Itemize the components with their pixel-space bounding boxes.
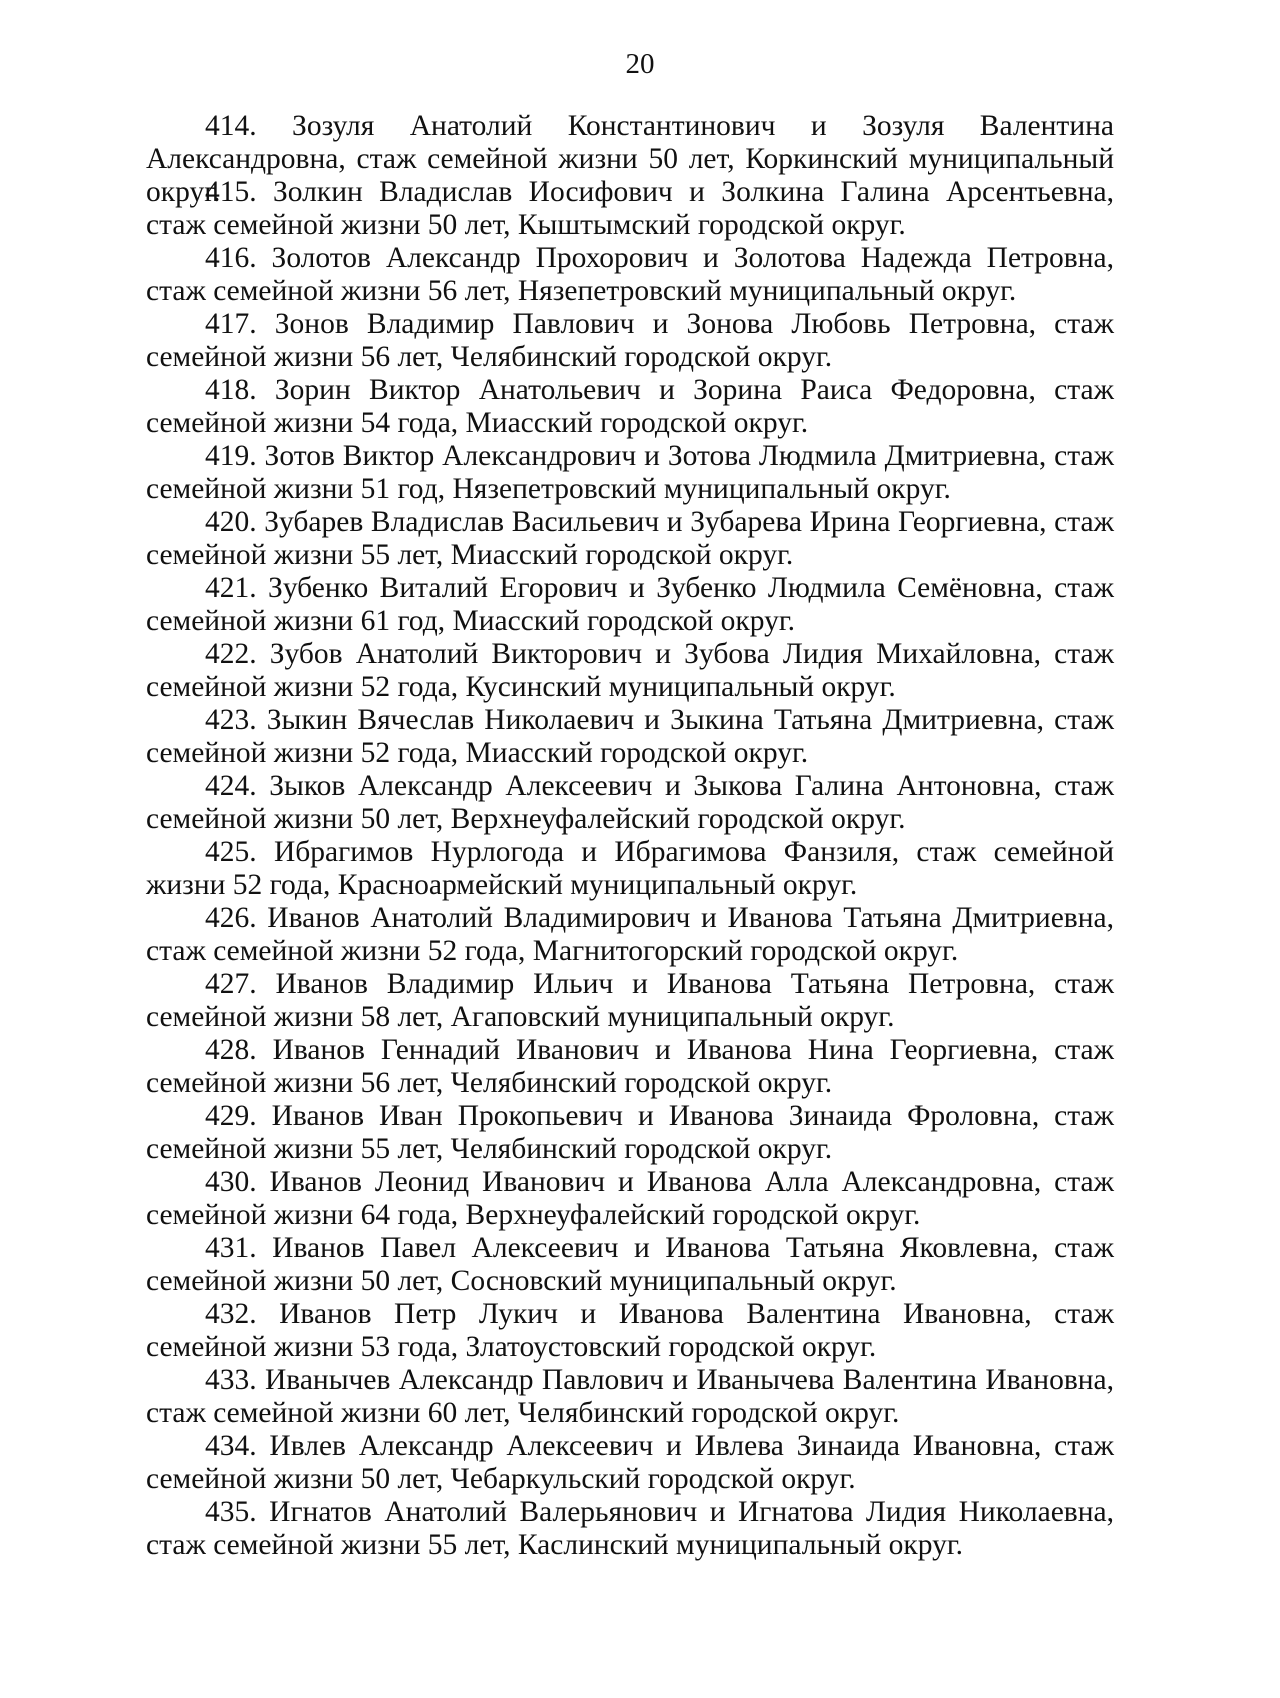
list-item: 423. Зыкин Вячеслав Николаевич и Зыкина Татьяна Дмитриевна, стаж семейной жизни 52 года, Миасский городской округ. — [146, 704, 1114, 769]
list-item: 431. Иванов Павел Алексеевич и Иванова Татьяна Яковлевна, стаж семейной жизни 50 лет, Сосновский муниципальный округ. — [146, 1232, 1114, 1297]
list-item: 433. Иванычев Александр Павлович и Иванычева Валентина Ивановна, стаж семейной жизни 60 лет, Челябинский городской округ. — [146, 1364, 1114, 1429]
list-item: 414. Зозуля Анатолий Константинович и Зозуля Валентина Александровна, стаж семейной жизни 50 лет, Коркинский муниципальный округ. — [146, 110, 1114, 208]
list-item: 417. Зонов Владимир Павлович и Зонова Любовь Петровна, стаж семейной жизни 56 лет, Челябинский городской округ. — [146, 308, 1114, 373]
page-number: 20 — [625, 48, 655, 80]
list-item: 435. Игнатов Анатолий Валерьянович и Игнатова Лидия Николаевна, стаж семейной жизни 55 лет, Каслинский муниципальный округ. — [146, 1496, 1114, 1561]
list-item: 432. Иванов Петр Лукич и Иванова Валентина Ивановна, стаж семейной жизни 53 года, Златоустовский городской округ. — [146, 1298, 1114, 1363]
list-item: 419. Зотов Виктор Александрович и Зотова Людмила Дмитриевна, стаж семейной жизни 51 год, Нязепетровский муниципальный округ. — [146, 440, 1114, 505]
list-item: 415. Золкин Владислав Иосифович и Золкина Галина Арсентьевна, стаж семейной жизни 50 лет, Кыштымский городской округ. — [146, 176, 1114, 241]
list-item: 434. Ивлев Александр Алексеевич и Ивлева Зинаида Ивановна, стаж семейной жизни 50 лет, Чебаркульский городской округ. — [146, 1430, 1114, 1495]
list-item: 427. Иванов Владимир Ильич и Иванова Татьяна Петровна, стаж семейной жизни 58 лет, Агаповский муниципальный округ. — [146, 968, 1114, 1033]
list-item: 426. Иванов Анатолий Владимирович и Иванова Татьяна Дмитриевна, стаж семейной жизни 52 года, Магнитогорский городской округ. — [146, 902, 1114, 967]
list-item: 420. Зубарев Владислав Васильевич и Зубарева Ирина Георгиевна, стаж семейной жизни 55 лет, Миасский городской округ. — [146, 506, 1114, 571]
list-item: 416. Золотов Александр Прохорович и Золотова Надежда Петровна, стаж семейной жизни 56 лет, Нязепетровский муниципальный округ. — [146, 242, 1114, 307]
list-item: 430. Иванов Леонид Иванович и Иванова Алла Александровна, стаж семейной жизни 64 года, Верхнеуфалейский городской округ. — [146, 1166, 1114, 1231]
list-item: 428. Иванов Геннадий Иванович и Иванова Нина Георгиевна, стаж семейной жизни 56 лет, Челябинский городской округ. — [146, 1034, 1114, 1099]
list-item: 422. Зубов Анатолий Викторович и Зубова Лидия Михайловна, стаж семейной жизни 52 года, Кусинский муниципальный округ. — [146, 638, 1114, 703]
list-item: 418. Зорин Виктор Анатольевич и Зорина Раиса Федоровна, стаж семейной жизни 54 года, Миасский городской округ. — [146, 374, 1114, 439]
list-item: 424. Зыков Александр Алексеевич и Зыкова Галина Антоновна, стаж семейной жизни 50 лет, Верхнеуфалейский городской округ. — [146, 770, 1114, 835]
list-item: 425. Ибрагимов Нурлогода и Ибрагимова Фанзиля, стаж семейной жизни 52 года, Красноармейский муниципальный округ. — [146, 836, 1114, 901]
list-item: 421. Зубенко Виталий Егорович и Зубенко Людмила Семёновна, стаж семейной жизни 61 год, Миасский городской округ. — [146, 572, 1114, 637]
entries-list — [146, 110, 1114, 1562]
list-item: 429. Иванов Иван Прокопьевич и Иванова Зинаида Фроловна, стаж семейной жизни 55 лет, Челябинский городской округ. — [146, 1100, 1114, 1165]
